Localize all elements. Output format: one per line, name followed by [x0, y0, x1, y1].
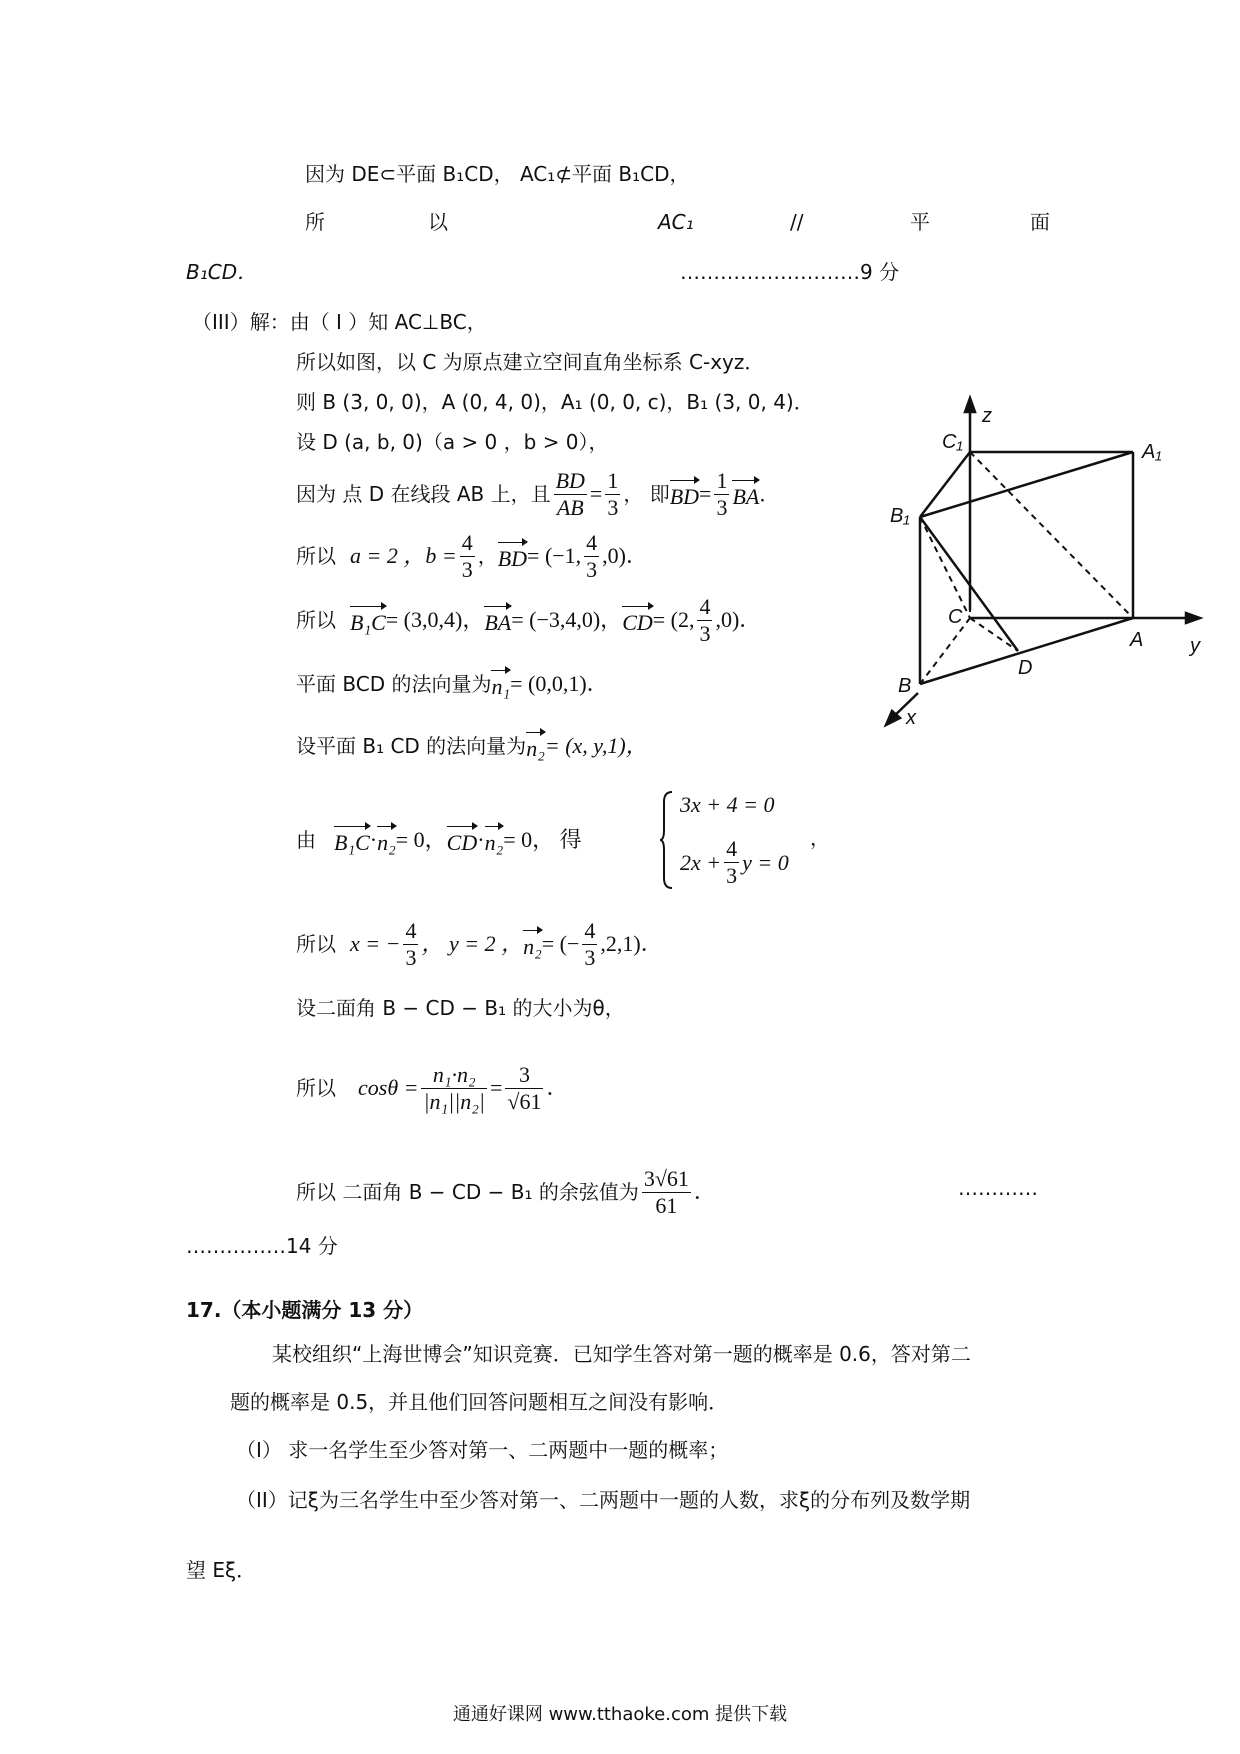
system-eq-2 [680, 836, 789, 889]
dihedral-angle-line: 设二面角 B − CD − B₁ 的大小为θ， [296, 996, 625, 1020]
proof-line-2c: AC₁ [658, 210, 694, 234]
edge-c1-b1 [920, 452, 970, 517]
l11-val: = (0,0,1)． [510, 671, 609, 696]
l10-cd-val: = (2, [652, 607, 695, 632]
vector-cd-2: CD [447, 823, 478, 857]
ratio-end: ． [759, 482, 780, 506]
dashed-c-d [970, 618, 1018, 651]
l10-frac [697, 594, 712, 647]
cos-value-line [296, 1160, 716, 1224]
l12-text: 设平面 B₁ CD 的法向量为 [296, 734, 527, 758]
vector-n1: n₁ [491, 667, 510, 701]
sys2-suffix: y = 0 [742, 849, 789, 875]
dot-2: · [477, 827, 485, 852]
l9-end: ,0)． [602, 543, 648, 568]
label-d: D [1018, 657, 1033, 679]
one-third-num: 1 [607, 467, 619, 493]
l9-frac-den: 3 [461, 556, 473, 582]
l10-prefix: 所以 [296, 608, 336, 632]
question-17-title: 17.（本小题满分 13 分） [186, 1298, 424, 1322]
a-b-values-line [296, 526, 648, 586]
l11-text: 平面 BCD 的法向量为 [296, 672, 492, 696]
l17-text: 所以 二面角 B − CD − B₁ 的余弦值为 [296, 1180, 639, 1204]
score-14: ……………14 分 [186, 1234, 338, 1258]
l10-end: ,0)． [715, 607, 762, 632]
label-a1: A₁ [1142, 441, 1162, 463]
l9-comma: ， [477, 544, 498, 568]
l16-cos: cosθ = [358, 1075, 419, 1100]
l16-num: n₁·n₂ [421, 1062, 487, 1089]
sys2-frac-num: 4 [726, 836, 738, 861]
l9-frac-num: 4 [461, 529, 473, 555]
label-y: y [1190, 635, 1200, 657]
eq-sign: = [589, 481, 603, 506]
system-brace [660, 790, 674, 890]
vector-n2-3: n₂ [485, 823, 504, 857]
label-c1: C₁ [942, 431, 963, 453]
l14-end: ,2,1)． [600, 931, 663, 956]
one-third-den-2: 3 [716, 494, 728, 520]
ratio-fraction [554, 468, 587, 521]
l9-frac2-num: 4 [586, 529, 598, 555]
y-arrow [1186, 613, 1200, 623]
l9-prefix: 所以 [296, 544, 336, 568]
l17-end: ． [693, 1179, 716, 1204]
vector-bd-2: BD [498, 539, 527, 573]
l13-eq1: = 0， [395, 827, 447, 852]
l9-frac2-den: 3 [586, 556, 598, 582]
prism-figure [870, 390, 1210, 730]
proof-line-2e: 平 [910, 210, 930, 234]
proof-line-2b: 以 [428, 210, 448, 234]
l17-num: 3√61 [643, 1165, 689, 1191]
label-b: B [898, 675, 912, 697]
vector-n2-2: n₂ [377, 823, 396, 857]
l9-frac [460, 530, 475, 583]
ratio-text: 因为 点 D 在线段 AB 上，且 [296, 482, 551, 506]
vector-ba: BA [732, 477, 759, 511]
proof-line-1: 因为 DE⊂平面 B₁CD， AC₁⊄平面 B₁CD， [305, 162, 690, 186]
ratio-line [296, 464, 779, 524]
l16-den: |n₁||n₂| [423, 1088, 485, 1114]
solution-line [296, 914, 663, 974]
part-iii-heading: （III）解：由（ I ）知 AC⊥BC， [192, 310, 487, 334]
vector-cd: CD [622, 603, 653, 637]
l17-den: 61 [655, 1192, 678, 1218]
l14-frac-den: 3 [405, 944, 417, 970]
one-third-num-2: 1 [716, 467, 728, 493]
l16-frac-2 [505, 1062, 543, 1115]
l9-ab: a = 2 ，b = [350, 543, 457, 568]
question-17-part-i: （I） 求一名学生至少答对第一、二两题中一题的概率； [236, 1438, 729, 1462]
label-c: C [948, 606, 963, 628]
system-end: ， [810, 826, 830, 850]
eq-sign-2: = [699, 481, 712, 506]
ratio-text-2: ， 即 [623, 482, 670, 506]
dot-product-line [296, 820, 582, 860]
l16-eq: = [489, 1075, 503, 1100]
l14-prefix: 所以 [296, 932, 336, 956]
question-17-para-1: 某校组织“上海世博会”知识竞赛．已知学生答对第一题的概率是 0.6，答对第二 [272, 1342, 971, 1366]
proof-line-2a: 所 [305, 210, 325, 234]
label-b1: B₁ [890, 505, 910, 527]
l16-r-den: √61 [507, 1088, 542, 1114]
ratio-den: AB [556, 494, 584, 520]
label-z: z [982, 405, 992, 427]
l14-frac2-num: 4 [584, 917, 596, 943]
point-d-line: 设 D (a, b, 0)（a > 0 ，b > 0）， [296, 430, 609, 454]
l16-r-num: 3 [505, 1062, 543, 1089]
sys2-prefix: 2x + [680, 849, 722, 875]
vector-n2: n₂ [526, 729, 545, 763]
dot-1: · [369, 827, 378, 852]
normal-n1-line [296, 664, 609, 704]
vector-b1c: B₁C [350, 603, 386, 637]
l16-frac [421, 1062, 487, 1115]
cos-line [296, 1048, 569, 1128]
score-dots-a: ………… [958, 1176, 1038, 1200]
l10-frac-num: 4 [699, 593, 711, 619]
z-arrow [965, 398, 975, 412]
l14-frac2-den: 3 [584, 944, 596, 970]
l14-frac-2 [582, 918, 597, 971]
l9-frac-2 [584, 530, 599, 583]
vector-ba-2: BA [484, 603, 511, 637]
l14-y: ， y = 2 ， [421, 931, 524, 956]
edge-b1-a1 [920, 452, 1133, 517]
l9-vec-val: = (−1, [527, 543, 582, 568]
one-third-den: 3 [607, 494, 619, 520]
page-footer: 通通好课网 www.tthaoke.com 提供下载 [452, 1704, 788, 1725]
normal-n2-line [296, 726, 648, 766]
coord-system-line: 所以如图，以 C 为原点建立空间直角坐标系 C-xyz． [296, 350, 765, 374]
l14-vec-val: = (− [541, 931, 580, 956]
proof-line-2f: 面 [1030, 210, 1050, 234]
sys2-frac [724, 836, 739, 889]
l16-end: ． [546, 1075, 569, 1100]
l12-val: = (x, y,1)， [544, 733, 648, 758]
l10-ba-val: = (−3,4,0)， [511, 607, 623, 632]
label-x: x [906, 707, 916, 729]
dashed-c-b [920, 618, 970, 684]
one-third-fraction-2 [714, 468, 729, 521]
system-eq-1: 3x + 4 = 0 [680, 792, 775, 817]
vectors-line [296, 590, 761, 650]
l17-frac [642, 1166, 691, 1219]
vector-bd: BD [670, 477, 699, 511]
question-17-para-2: 题的概率是 0.5，并且他们回答问题相互之间没有影响． [230, 1390, 729, 1414]
question-17-part-ii: （II）记ξ为三名学生中至少答对第一、二两题中一题的人数，求ξ的分布列及数学期 [236, 1488, 971, 1512]
l14-x: x = − [350, 931, 401, 956]
l13-eq2: = 0， 得 [503, 827, 582, 852]
one-third-fraction [605, 468, 620, 521]
proof-line-3a: B₁CD． [186, 260, 258, 284]
l10-frac-den: 3 [699, 620, 711, 646]
l16-prefix: 所以 [296, 1076, 336, 1100]
vector-b1c-2: B₁C [334, 823, 370, 857]
ratio-num: BD [555, 467, 585, 493]
question-17-part-ii-end: 望 Eξ． [186, 1558, 257, 1582]
sys2-frac-den: 3 [726, 863, 738, 888]
dashed-b1-c [920, 517, 970, 618]
vector-n2-4: n₂ [523, 927, 542, 961]
l14-frac-num: 4 [405, 917, 417, 943]
points-line: 则 B (3, 0, 0)，A (0, 4, 0)，A₁ (0, 0, c)，B₁ (3, 0, 4)． [296, 390, 814, 414]
label-a: A [1130, 629, 1144, 651]
l14-frac [403, 918, 418, 971]
l10-b1c-val: = (3,0,4)， [385, 607, 485, 632]
proof-line-2d: // [790, 210, 804, 234]
score-9: ………………………9 分 [680, 260, 900, 284]
l13-prefix: 由 [296, 828, 316, 852]
